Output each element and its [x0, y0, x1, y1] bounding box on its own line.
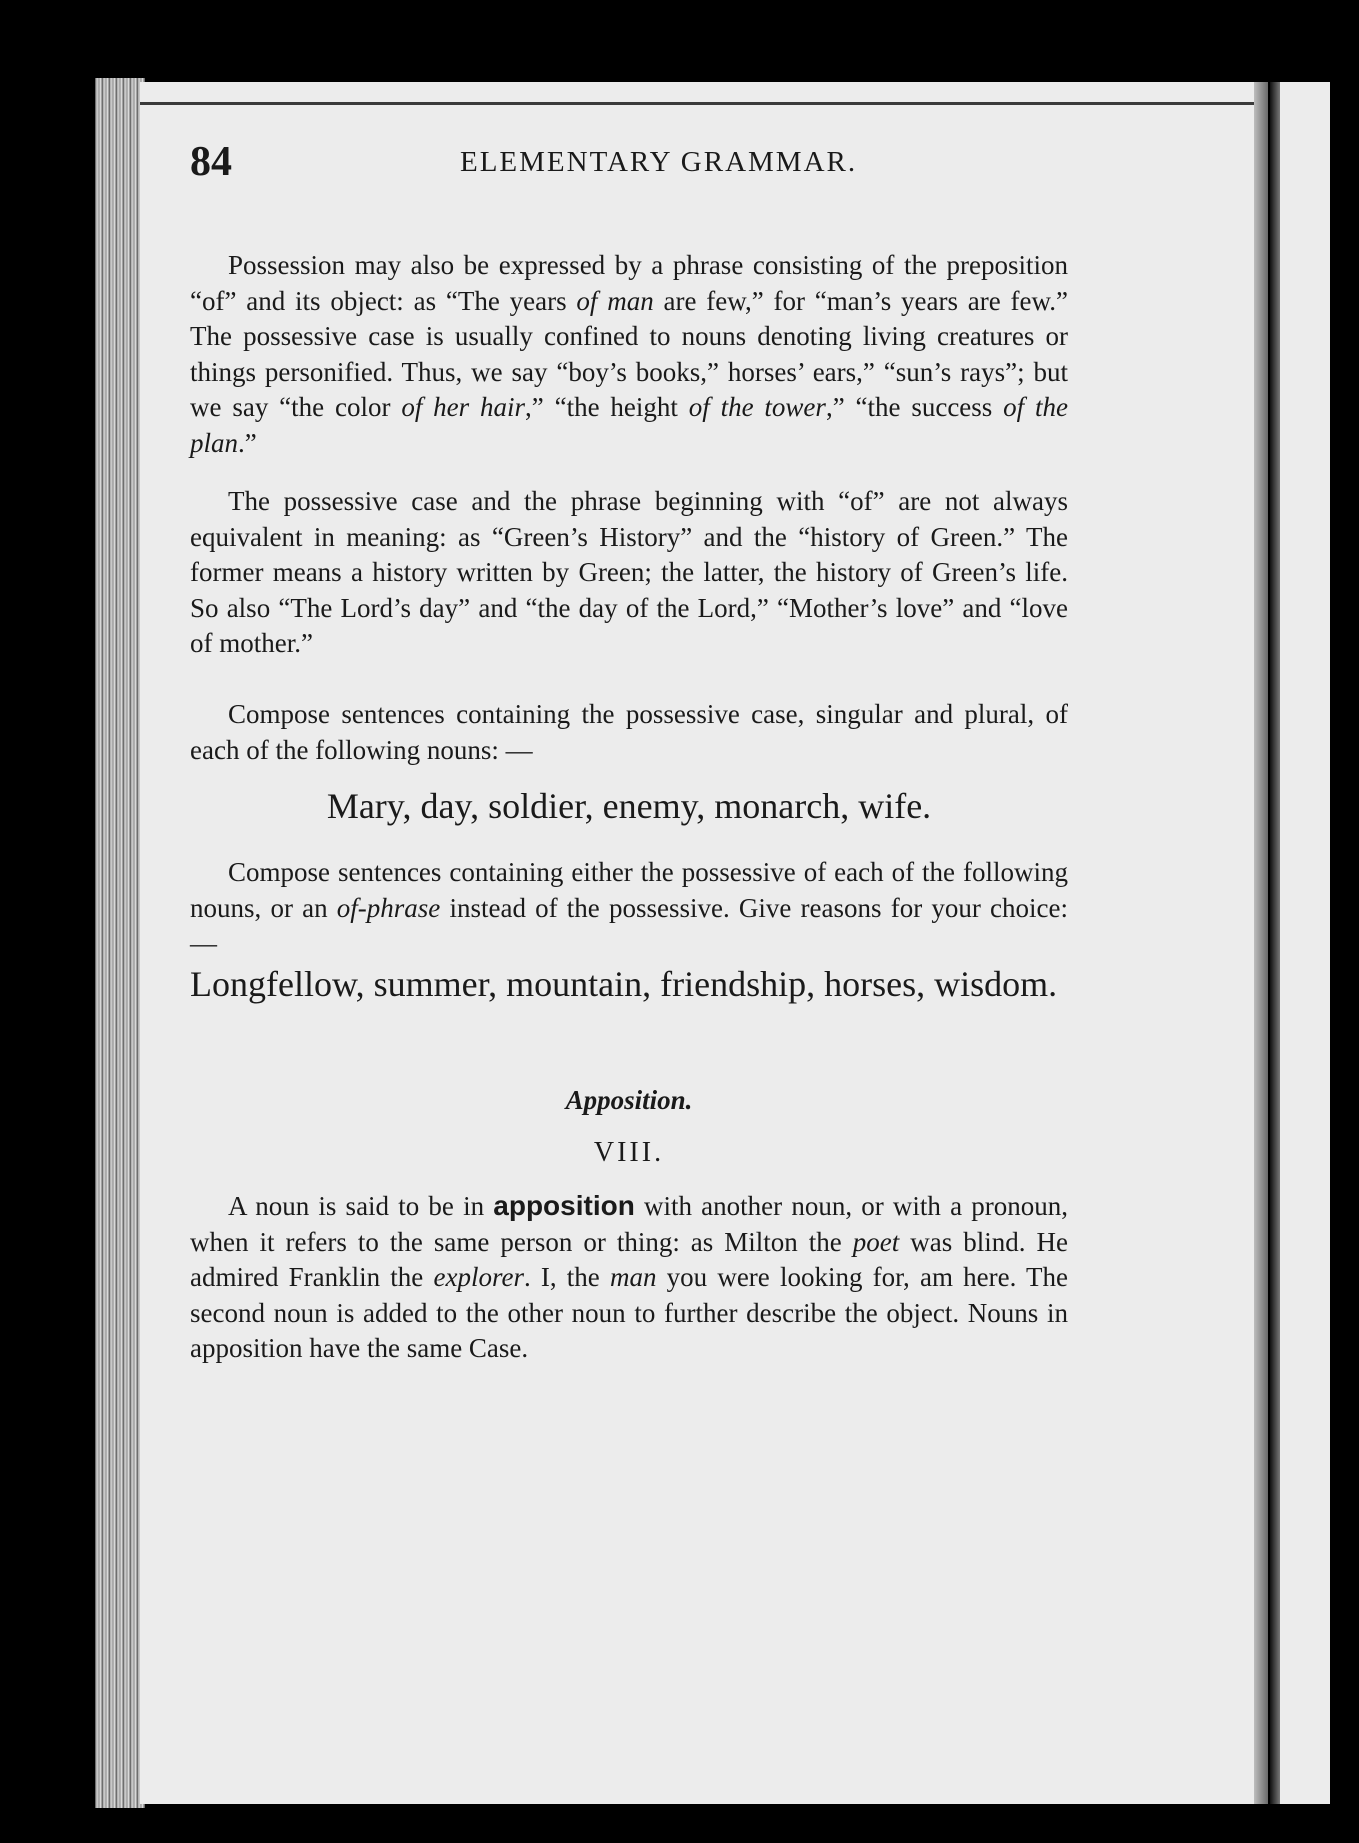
exercise-1-word-list: Mary, day, soldier, enemy, monarch, wife. [326, 786, 932, 826]
running-head [190, 138, 1070, 198]
italic-phrase: of the plan [190, 392, 1068, 458]
book-page-edges [95, 78, 145, 1808]
text-run: instead of the possessive. Give reasons for your choice: — [190, 892, 1068, 958]
text-run: .” [238, 427, 257, 458]
text-run: A noun is said to be in [228, 1191, 494, 1221]
italic-phrase: man [609, 1262, 657, 1292]
running-title: ELEMENTARY GRAMMAR. [460, 146, 858, 178]
text-run: . I, the [523, 1262, 610, 1292]
section-title: Apposition. [565, 1085, 693, 1115]
paragraph-apposition [190, 1188, 1068, 1367]
exercise-2-instruction [190, 855, 1068, 962]
page-number: 84 [190, 139, 232, 185]
text-run: was blind. He admired Franklin the [190, 1226, 1068, 1292]
italic-phrase: explorer [433, 1262, 524, 1292]
text-run: you were looking for, am here. The second noun is added to the other noun to further describe the object. Nouns in apposition have the same Case. [190, 1262, 1069, 1363]
gutter-shadow [1254, 82, 1268, 1804]
section-number: VIII. [593, 1137, 665, 1168]
text-run: ,” “the height [525, 392, 689, 422]
text-run: with another noun, or with a pronoun, when it refers to the same person or thing: as Milton the [190, 1191, 1068, 1257]
text-run: Possession may also be expressed by a phrase consisting of the preposition “of” and its object: as “The years [190, 250, 1068, 316]
facing-page-edge [1270, 82, 1330, 1804]
italic-phrase: of-phrase [336, 892, 441, 923]
page-top-rule [140, 102, 1268, 105]
italic-phrase: poet [852, 1226, 900, 1257]
exercise-1-instruction: Compose sentences containing the possessive case, singular and plural, of each of the following nouns: — [190, 699, 1068, 765]
text-run: ,” “the success [825, 392, 1004, 422]
italic-phrase: of her hair [401, 392, 526, 422]
paragraph-equivalence: The possessive case and the phrase beginning with “of” are not always equivalent in meaning: as “Green’s History” and the “history of Green.” The former means a history written by Green; the latter, the history of Green’s life. So also “The Lord’s day” and “the day of the Lord,” “Mother’s love” and “love of mother.” [190, 486, 1068, 658]
text-run: are few,” for “man’s years are few.” The possessive case is usually confined to nouns denoting living creatures or things personified. Thus, we say “boy’s books,” horses’ ears,” “sun’s rays”; but we say “the color [190, 285, 1069, 422]
italic-phrase: of the tower [688, 392, 826, 422]
text-run: Compose sentences containing either the possessive of each of the following nouns, or an [190, 857, 1068, 923]
italic-phrase: of man [576, 285, 654, 316]
paragraph-possession-phrase [190, 248, 1068, 461]
bold-term: apposition [493, 1190, 635, 1221]
exercise-2-word-list: Longfellow, summer, mountain, friendship, horses, wisdom. [190, 964, 1058, 1004]
